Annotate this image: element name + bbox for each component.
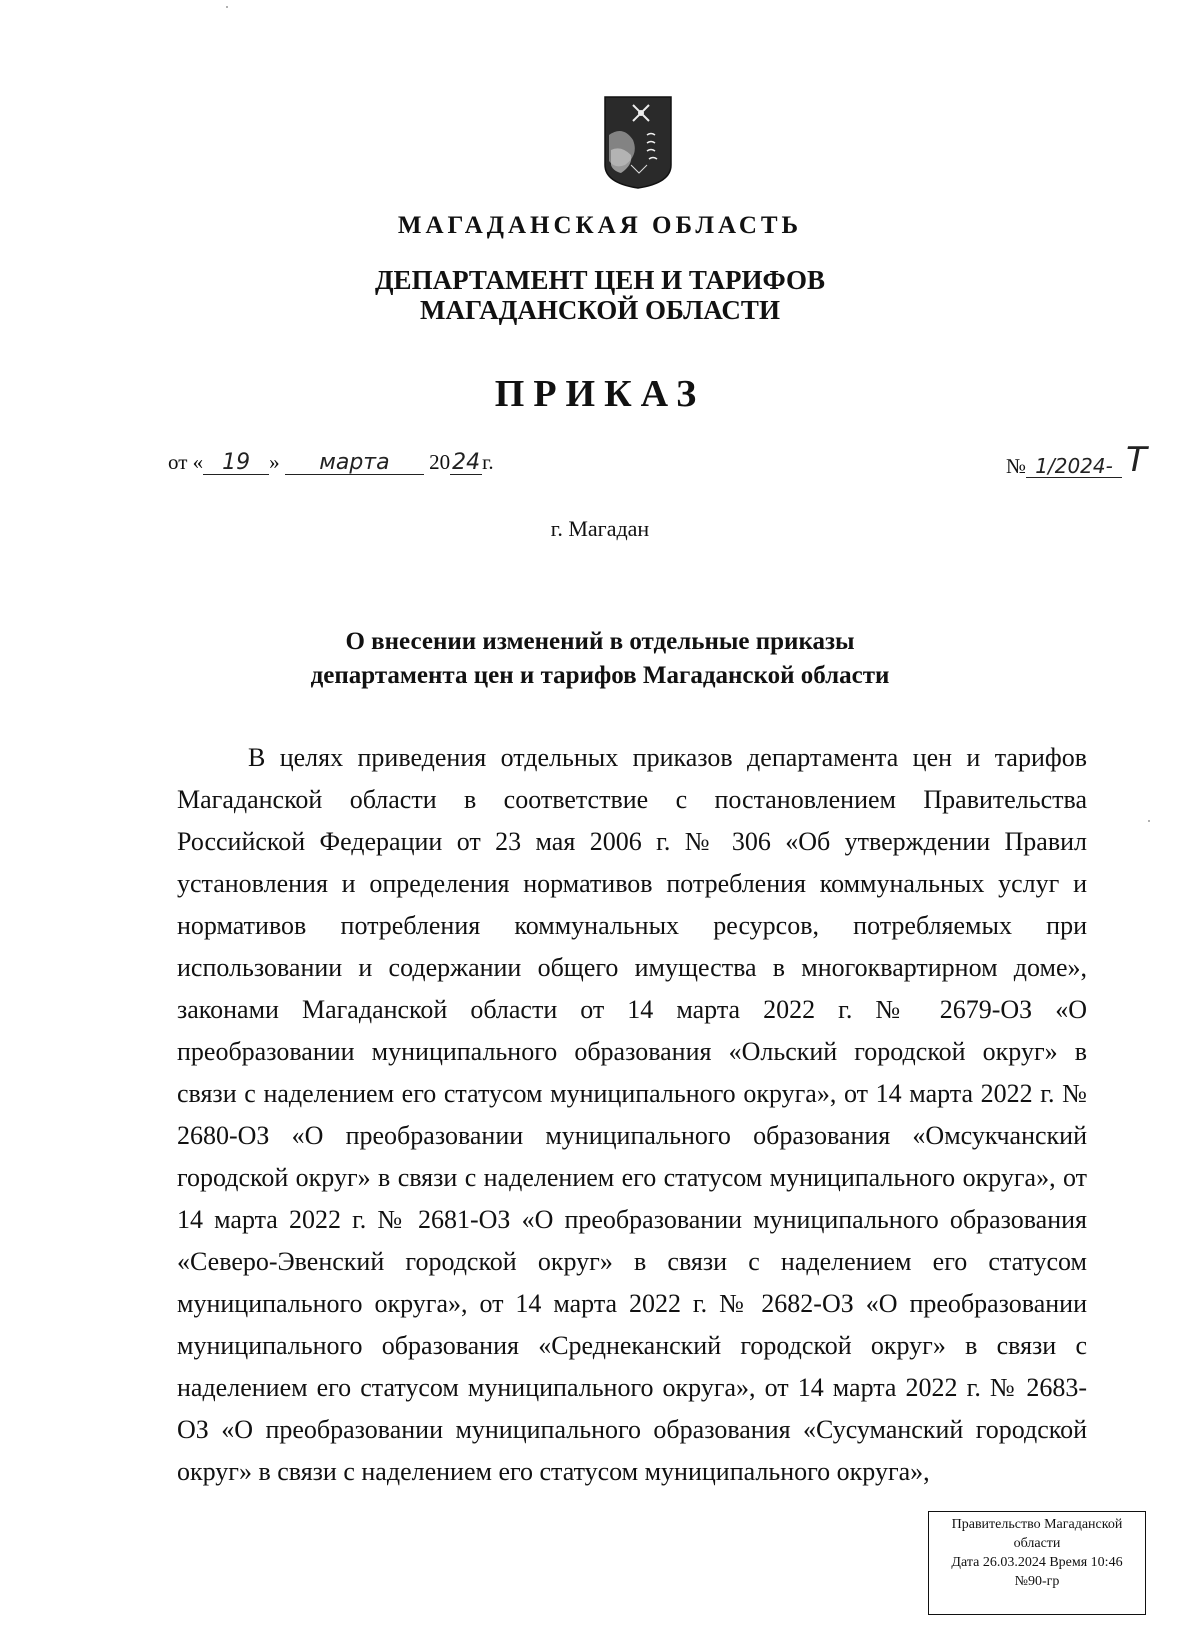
number-prefix: № <box>1006 454 1027 478</box>
date-year-handwritten: 24 <box>452 450 481 475</box>
scan-speck <box>1148 820 1150 822</box>
stamp-line3: Дата 26.03.2024 Время 10:46 <box>951 1555 1123 1570</box>
date-year-g: г. <box>482 450 494 474</box>
stamp-line4: №90-гр <box>1014 1574 1060 1589</box>
order-date <box>168 450 494 475</box>
date-day-handwritten: 19 <box>203 452 269 475</box>
order-subject-line1: О внесении изменений в отдельные приказы <box>345 628 855 655</box>
order-subject-line2: департамента цен и тарифов Магаданской области <box>310 662 890 689</box>
coat-of-arms-icon <box>603 95 673 190</box>
stamp-line1: Правительство Магаданской <box>951 1517 1123 1532</box>
department-title-line2: МАГАДАНСКОЙ ОБЛАСТИ <box>420 295 780 325</box>
department-title-line1: ДЕПАРТАМЕНТ ЦЕН И ТАРИФОВ <box>374 265 826 295</box>
document-type-title: ПРИКАЗ <box>494 373 706 415</box>
date-prefix: от « <box>168 450 204 474</box>
department-title <box>0 265 1200 325</box>
city-line: г. Магадан <box>550 516 650 541</box>
stamp-line2: области <box>1013 1536 1061 1551</box>
registration-stamp <box>928 1511 1146 1615</box>
number-suffix-handwritten: Т <box>1126 440 1147 480</box>
scan-speck <box>226 6 228 8</box>
order-body-paragraph: В целях приведения отдельных приказов департамента цен и тарифов Магаданской области в соответствие с постановлением Правительства Российской Федерации от 23 мая 2006 г. № 306 «Об утверждении Правил установления и определения нормативов потребления коммунальных услуг и нормативов потребления коммунальных ресурсов, потребляемых при использовании и содержании общего имущества в многоквартирном доме», законами Магаданской области от 14 марта 2022 г. № 2679-ОЗ «О преобразовании муниципального образования «Ольский городской округ» в связи с наделением его статусом муниципального округа», от 14 марта 2022 г. № 2680-ОЗ «О преобразовании муниципального образования «Омсукчанский городской округ» в связи с наделением его статусом муниципального округа», от 14 марта 2022 г. № 2681-ОЗ «О преобразовании муниципального образования «Северо-Эвенский городской округ» в связи с наделением его статусом муниципального округа», от 14 марта 2022 г. № 2682-ОЗ «О преобразовании муниципального образования «Среднеканский городской округ» в связи с наделением его статусом муниципального округа», от 14 марта 2022 г. № 2683-ОЗ «О преобразовании муниципального образования «Сусуманский городской округ» в связи с наделением его статусом муниципального округа», <box>177 743 1087 1486</box>
date-month-handwritten: марта <box>285 452 424 475</box>
order-number <box>1006 440 1147 480</box>
number-handwritten: 1/2024- <box>1026 455 1122 478</box>
region-title: МАГАДАНСКАЯ ОБЛАСТЬ <box>397 212 803 239</box>
order-subject <box>0 625 1200 693</box>
date-mid: » <box>269 450 280 474</box>
date-year-prefix: 20 <box>429 450 451 474</box>
